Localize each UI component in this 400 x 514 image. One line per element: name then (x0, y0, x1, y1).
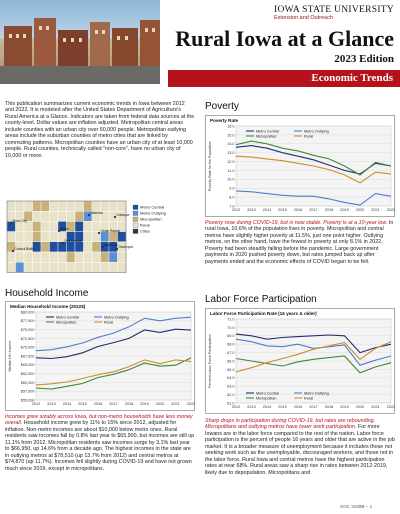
county (92, 201, 101, 211)
county (109, 252, 118, 262)
y-tick-label: 61.0 (227, 401, 235, 406)
county (16, 221, 25, 231)
y-tick-label: $72,500 (20, 336, 35, 341)
x-tick-label: 2018 (124, 402, 134, 406)
x-tick-label: 2012 (231, 208, 241, 212)
county (41, 242, 50, 252)
y-tick-label: 14.0 (227, 142, 235, 147)
y-tick-label: 71.0 (227, 317, 235, 322)
map-legend-swatch (133, 205, 138, 210)
county (84, 262, 93, 272)
county (58, 211, 67, 221)
y-axis-label: Median HH Income (8, 340, 12, 372)
county (50, 211, 59, 221)
county (101, 201, 110, 211)
city-label: Cedar Rapids (100, 228, 120, 233)
county (75, 242, 84, 252)
x-tick-label: 2017 (309, 405, 318, 409)
income-text: Incomes grew sizably across Iowa, but non-metro households have less money overall. Household income grew by 11% to 15% since 2012, adjusted for inflation. Non-metro incomes are about $10,000 below metro ones. Rural residents saw incomes fall by 0.8% last year to $65,900, but incomes are still up 11.1% from 2012. Micropolitan residents saw incomes surge by 3.1% last year to $66,950, up 14.6% from a decade ago. The highest incomes in the state are in outlying metros at $78,510 (up 13.7% from 2012) and central metros at $74,870 (up 11.7%). Incomes fell slightly during COVID-19 and have not grown much since 2019, except in micropolitans. (5, 414, 195, 472)
county (16, 201, 25, 211)
city-label: Ames (60, 226, 69, 231)
county (50, 252, 59, 262)
x-tick-label: 2018 (324, 208, 334, 212)
income-chart (5, 301, 195, 411)
x-tick-label: 2014 (62, 402, 72, 406)
y-tick-label: $62,500 (20, 372, 35, 376)
x-tick-label: 2020 (155, 402, 165, 406)
county (24, 201, 33, 211)
county (75, 211, 84, 221)
county (92, 221, 101, 231)
city-label: Council Bluffs (14, 246, 34, 251)
x-tick-label: 2016 (293, 405, 303, 409)
county (50, 232, 59, 242)
county (7, 252, 16, 262)
county (33, 201, 42, 211)
y-tick-label: 12.0 (227, 159, 235, 164)
y-tick-label: 7.0 (229, 204, 235, 209)
poverty-section-title: Poverty (205, 101, 239, 112)
county (67, 252, 76, 262)
x-tick-label: 2022 (186, 402, 196, 406)
page-title: Rural Iowa at a Glance (175, 26, 394, 51)
county (33, 252, 42, 262)
county (118, 252, 127, 262)
poverty-chart-svg (206, 116, 396, 218)
labor-section-title: Labor Force Participation (205, 294, 317, 305)
x-tick-label: 2012 (31, 402, 41, 406)
county (118, 201, 127, 211)
county (24, 232, 33, 242)
y-tick-label: 16.0 (227, 124, 235, 129)
county (58, 252, 67, 262)
poverty-text: Poverty rose during COVID-19, but is now stable. Poverty is at a 10-year low. In rural Iowa, 10.6% of the population lives in poverty. Micropolitan and central metros have slightly higher poverty at 11.5%, just one point higher. Outlying metros, on the other hand, have the fewest in poverty at only 8.1% in 2022. Poverty had been steadily falling before the pandemic. Large government payments in 2020 pushed poverty down, but rates jumped back up after payments ended and the economic effects of COVID began to be felt. (205, 220, 394, 265)
income-chart-title: Median Household Income (2022$) (10, 304, 86, 309)
y-tick-label: $60,000 (20, 380, 35, 385)
legend-label: Metro Central (256, 391, 280, 396)
header (0, 0, 400, 88)
y-tick-label: 8.0 (229, 195, 235, 200)
county (41, 262, 50, 272)
county (101, 252, 110, 262)
x-tick-label: 2021 (171, 402, 180, 406)
x-tick-label: 2021 (371, 208, 380, 212)
legend-label: Metro Central (56, 315, 80, 320)
income-chart-svg (6, 302, 196, 412)
y-tick-label: $70,000 (20, 345, 35, 350)
x-tick-label: 2019 (340, 405, 349, 409)
map-legend-swatch (133, 217, 138, 222)
legend-label: Metro Central (256, 129, 280, 134)
y-tick-label: 11.0 (227, 168, 235, 173)
x-tick-label: 2020 (355, 208, 365, 212)
legend-label: Micropolitan (256, 134, 277, 139)
map-legend-label: Metro Central (140, 204, 165, 210)
town-photo (0, 0, 160, 84)
edition-label: 2023 Edition (334, 53, 394, 65)
legend-label: Micropolitan (256, 396, 277, 401)
county (67, 242, 76, 252)
county (7, 262, 16, 272)
y-tick-label: 69.0 (227, 334, 235, 339)
y-tick-label: $67,500 (20, 354, 35, 359)
y-tick-label: 62.0 (227, 393, 235, 397)
x-tick-label: 2013 (247, 405, 256, 409)
county (41, 221, 50, 231)
county (67, 262, 76, 272)
poverty-chart (205, 115, 395, 217)
county (16, 262, 25, 272)
labor-text: Sharp drops in participation during COVID-19, but rates are rebounding. Micropolitans and outlying metros have lower work participation. For more Iowans are in the labor force compared to the rest of the nation. Labor force participation is the percent of people 16 years and older that are active in the job market. It is a broader measure of unemployment because it includes those not seeking work such as the unemployable, discouraged workers, and those not in the labor force. Rural Iowa and central metros have the highest participation rates at near 68%. Rural areas saw a sharp rise in rates between 2012-2019, likely due to depopulation. Micropolitans and (205, 418, 395, 476)
city-label: Sioux City (12, 218, 27, 223)
footer-code: SOC 3109B – 1 (340, 504, 373, 509)
county (118, 232, 127, 242)
x-tick-label: 2020 (355, 405, 365, 409)
county (50, 201, 59, 211)
county (50, 221, 59, 231)
county (7, 201, 16, 211)
x-tick-label: 2019 (340, 208, 349, 212)
county (67, 201, 76, 211)
county (58, 201, 67, 211)
county (33, 262, 42, 272)
x-tick-label: 2016 (93, 402, 103, 406)
map-legend-label: Metro Outlying (140, 210, 167, 216)
county (41, 201, 50, 211)
y-tick-label: $55,000 (20, 398, 35, 403)
y-tick-label: 9.0 (229, 186, 235, 191)
county (109, 232, 118, 242)
county (33, 211, 42, 221)
x-tick-label: 2018 (324, 405, 334, 409)
y-tick-label: $57,500 (20, 389, 35, 394)
county (41, 211, 50, 221)
county (84, 221, 93, 231)
map-legend-swatch (133, 223, 138, 228)
county (75, 262, 84, 272)
legend-label: Rural (104, 320, 114, 325)
county (118, 262, 127, 272)
county (109, 201, 118, 211)
x-tick-label: 2014 (262, 405, 272, 409)
x-tick-label: 2015 (278, 405, 287, 409)
x-tick-label: 2015 (278, 208, 287, 212)
county (24, 221, 33, 231)
intro-text: This publication summarizes current economic trends in Iowa between 2012 and 2022. It is modeled after the United States Department of Agriculture's Rural America at a Glance. Indicators are taken from federal data sources at the county-level. Dollar values are inflation adjusted. Metropolitan central areas include counties with an urban city over 50,000 people. Metropolitan outlying areas include the suburban counties of metro cities that are linked by commuting patterns. Micropolitan counties have an urban city of at least 10,000 people. Rural counties, technically called "non-core", have no urban city of 10,000 or more. (5, 101, 195, 159)
county (101, 262, 110, 272)
x-tick-label: 2014 (262, 208, 272, 212)
university-name: IOWA STATE UNIVERSITY (274, 5, 395, 15)
x-tick-label: 2021 (371, 405, 380, 409)
county (92, 242, 101, 252)
x-tick-label: 2012 (231, 405, 241, 409)
county (92, 252, 101, 262)
y-tick-label: $77,500 (20, 319, 35, 324)
labor-chart-svg (206, 309, 396, 415)
county (75, 201, 84, 211)
y-tick-label: 10.0 (227, 177, 235, 182)
y-tick-label: $65,000 (20, 363, 35, 368)
county (67, 211, 76, 221)
city-label: Iowa City (104, 242, 118, 247)
county (33, 232, 42, 242)
county (58, 262, 67, 272)
y-axis-label: Percent Labor Force Participation (208, 334, 212, 388)
income-section-title: Household Income (5, 288, 89, 299)
x-tick-label: 2016 (293, 208, 303, 212)
county (41, 232, 50, 242)
county (16, 252, 25, 262)
banner: Economic Trends (168, 70, 400, 87)
y-tick-label: 64.0 (227, 376, 235, 381)
x-tick-label: 2019 (140, 402, 149, 406)
legend-label: Rural (304, 396, 314, 401)
city-label: Davenport (118, 244, 134, 249)
x-tick-label: 2017 (109, 402, 118, 406)
labor-chart (205, 308, 395, 414)
legend-label: Micropolitan (56, 320, 77, 325)
x-tick-label: 2022 (386, 405, 396, 409)
legend-label: Metro Outlying (304, 129, 329, 134)
y-tick-label: 66.0 (227, 359, 235, 364)
county (7, 232, 16, 242)
y-axis-label: Poverty Rate for the Population (208, 141, 212, 191)
map-legend-swatch (133, 211, 138, 216)
poverty-chart-title: Poverty Rate (210, 118, 239, 123)
y-tick-label: $80,000 (20, 310, 35, 315)
y-tick-label: 13.0 (227, 151, 235, 156)
y-tick-label: 70.0 (227, 325, 235, 330)
map-legend-label: Rural (140, 222, 150, 228)
y-tick-label: 68.0 (227, 342, 235, 347)
city-label: Dubuque (116, 212, 130, 217)
county (33, 221, 42, 231)
y-tick-label: 65.0 (227, 367, 235, 372)
county (92, 262, 101, 272)
legend-label: Metro Outlying (304, 391, 329, 396)
iowa-map (5, 197, 195, 277)
city-label: Waterloo (90, 210, 104, 215)
county (84, 242, 93, 252)
map-legend-label: Cities (140, 228, 151, 234)
legend-label: Rural (304, 134, 314, 139)
y-tick-label: 15.0 (227, 133, 235, 138)
y-tick-label: 63.0 (227, 384, 235, 389)
labor-chart-title: Labor Force Participation Rate (16 years & older) (210, 311, 317, 316)
county (75, 221, 84, 231)
map-legend-label: Micropolitan (140, 216, 162, 222)
county (24, 252, 33, 262)
map-legend-swatch (133, 229, 138, 234)
county (101, 232, 110, 242)
county (84, 252, 93, 262)
legend-label: Metro Outlying (104, 315, 129, 320)
county (84, 201, 93, 211)
x-tick-label: 2013 (247, 208, 256, 212)
county (109, 262, 118, 272)
county (75, 252, 84, 262)
iowa-county-map (5, 197, 195, 277)
x-tick-label: 2013 (47, 402, 56, 406)
x-tick-label: 2017 (309, 208, 318, 212)
city-label: Des Moines (64, 238, 82, 243)
county (16, 232, 25, 242)
county (50, 242, 59, 252)
county (84, 232, 93, 242)
county (41, 252, 50, 262)
y-tick-label: $75,000 (20, 328, 35, 332)
x-tick-label: 2022 (386, 208, 396, 212)
county (24, 262, 33, 272)
county (50, 262, 59, 272)
x-tick-label: 2015 (78, 402, 87, 406)
y-tick-label: 67.0 (227, 351, 235, 355)
extension-name: Extension and Outreach (274, 15, 334, 21)
